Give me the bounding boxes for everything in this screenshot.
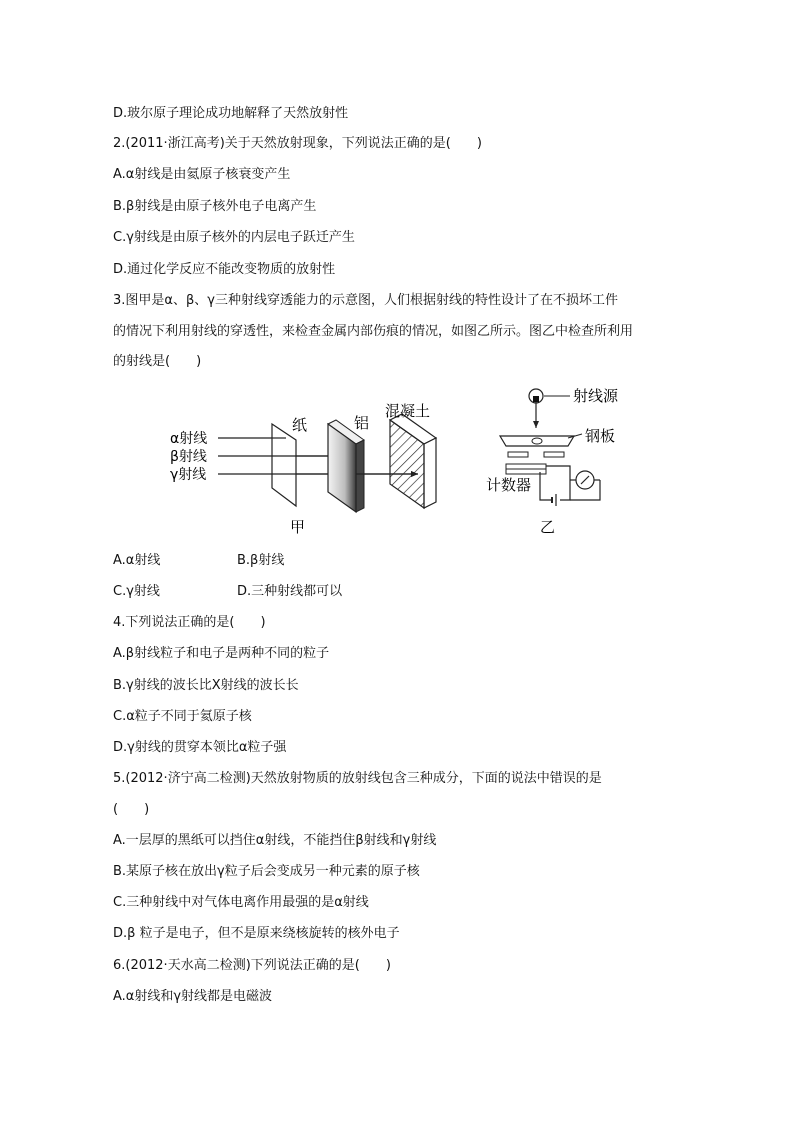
q6-stem: 6.(2012·天水高二检测)下列说法正确的是( ) (113, 958, 391, 973)
q5-option-d: D.β 粒子是电子，但不是原来绕核旋转的核外电子 (113, 926, 400, 941)
q3-stem-line3: 的射线是( ) (113, 354, 202, 369)
counter-label: 计数器 (486, 476, 532, 494)
alpha-ray-label: α射线 (170, 431, 208, 447)
q2-option-b: B.β射线是由原子核外电子电离产生 (113, 199, 317, 214)
q2-option-a: A.α射线是由氦原子核衰变产生 (113, 167, 291, 182)
counter-plate (506, 464, 546, 469)
plate-label: 钢板 (585, 427, 616, 445)
q2-option-d: D.通过化学反应不能改变物质的放射性 (113, 262, 336, 277)
paper-label: 纸 (292, 416, 308, 434)
concrete-label: 混凝土 (385, 402, 431, 420)
q5-option-a: A.一层厚的黑纸可以挡住α射线，不能挡住β射线和γ射线 (113, 833, 437, 848)
q5-stem-paren: ( ) (113, 802, 150, 817)
q4-option-b: B.γ射线的波长比X射线的波长长 (113, 678, 299, 693)
q4-option-a: A.β射线粒子和电子是两种不同的粒子 (113, 646, 330, 661)
q2-option-c: C.γ射线是由原子核外的内层电子跃迁产生 (113, 230, 355, 245)
q5-option-c: C.三种射线中对气体电离作用最强的是α射线 (113, 895, 369, 910)
figure-jia (170, 402, 436, 536)
paper-sheet (272, 424, 296, 506)
q5-stem: 5.(2012·济宁高二检测)天然放射物质的放射线包含三种成分，下面的说法中错误的是 (113, 771, 602, 786)
gamma-ray-label: γ射线 (170, 467, 207, 483)
q6-option-a: A.α射线和γ射线都是电磁波 (113, 989, 273, 1004)
q5-option-b: B.某原子核在放出γ粒子后会变成另一种元素的原子核 (113, 864, 420, 879)
q4-option-c: C.α粒子不同于氦原子核 (113, 709, 252, 724)
figure-jia-caption: 甲 (290, 518, 306, 536)
q2-stem: 2.(2011·浙江高考)关于天然放射现象，下列说法正确的是( ) (113, 136, 482, 151)
q4-option-d: D.γ射线的贯穿本领比α粒子强 (113, 740, 287, 755)
aluminum-label: 铝 (354, 414, 370, 432)
radiation-figure (160, 380, 630, 540)
q3-option-c: C.γ射线 (113, 584, 160, 599)
q3-option-b: B.β射线 (237, 553, 285, 568)
q3-option-a: A.α射线 (113, 553, 161, 568)
q1-option-d: D.玻尔原子理论成功地解释了天然放射性 (113, 106, 349, 121)
figure-yi (486, 387, 619, 536)
q3-stem-line1: 3.图甲是α、β、γ三种射线穿透能力的示意图，人们根据射线的特性设计了在不损坏工件 (113, 293, 618, 308)
q4-stem: 4.下列说法正确的是( ) (113, 615, 266, 630)
source-label: 射线源 (573, 387, 619, 405)
q3-option-d: D.三种射线都可以 (237, 584, 343, 599)
q3-stem-line2: 的情况下利用射线的穿透性，来检查金属内部伤痕的情况，如图乙所示。图乙中检查所利用 (113, 324, 634, 339)
figure-yi-caption: 乙 (540, 518, 556, 536)
beta-ray-label: β射线 (170, 449, 207, 465)
